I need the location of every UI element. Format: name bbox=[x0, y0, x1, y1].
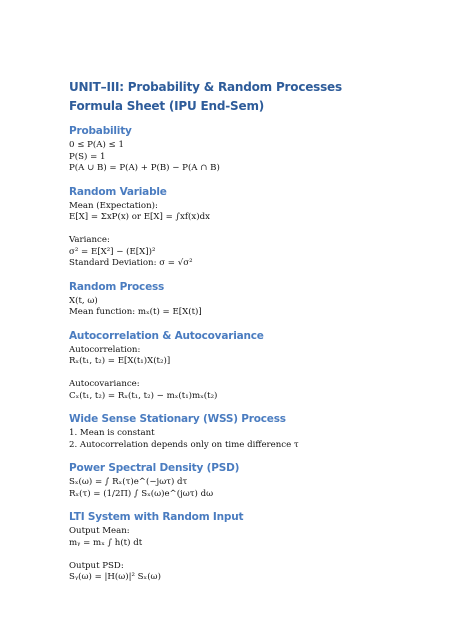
title-line-2: Formula Sheet (IPU End-Sem) bbox=[69, 99, 265, 113]
formula-line: P(A ∪ B) = P(A) + P(B) − P(A ∩ B) bbox=[69, 163, 220, 173]
blank-line bbox=[69, 224, 434, 236]
formula-line: E[X] = ΣxP(x) or E[X] = ∫xf(x)dx bbox=[69, 212, 210, 222]
formula-label: Autocorrelation: bbox=[69, 344, 141, 355]
formula-line: Standard Deviation: σ = √σ² bbox=[69, 258, 193, 268]
formula-line: Rₓ(t₁, t₂) = E[X(t₁)X(t₂)] bbox=[69, 356, 171, 366]
formula-line: σ² = E[X²] − (E[X])² bbox=[69, 246, 156, 257]
formula-label: Output PSD: bbox=[69, 560, 124, 571]
title-line-1: UNIT–III: Probability & Random Processes bbox=[69, 80, 342, 94]
formula-line: 0 ≤ P(A) ≤ 1 bbox=[69, 140, 124, 150]
formula-line: Cₓ(t₁, t₂) = Rₓ(t₁, t₂) − mₓ(t₁)mₓ(t₂) bbox=[69, 390, 218, 401]
formula-label: Mean (Expectation): bbox=[69, 200, 158, 211]
formula-label: Output Mean: bbox=[69, 526, 130, 536]
formula-line: Rₓ(τ) = (1/2Π) ∫ Sₓ(ω)e^(jωτ) dω bbox=[69, 488, 214, 499]
formula-line: P(S) = 1 bbox=[69, 151, 106, 162]
formula-line: Sₓ(ω) = ∫ Rₓ(τ)e^(−jωτ) dτ bbox=[69, 477, 188, 487]
section-heading-psd: Power Spectral Density (PSD) bbox=[69, 462, 240, 474]
section-heading-lti: LTI System with Random Input bbox=[69, 511, 244, 523]
formula-line: X(t, ω) bbox=[69, 295, 98, 306]
blank-line bbox=[69, 368, 434, 380]
formula-label: Variance: bbox=[69, 235, 110, 245]
formula-line: mᵧ = mₓ ∫ h(t) dt bbox=[69, 537, 143, 548]
formula-line: 2. Autocorrelation depends only on time difference τ bbox=[69, 439, 299, 450]
formula-line: Sᵧ(ω) = |H(ω)|² Sₓ(ω) bbox=[69, 572, 161, 582]
section-heading-probability: Probability bbox=[69, 125, 132, 137]
formula-label: Autocovariance: bbox=[69, 379, 140, 389]
section-heading-random-variable: Random Variable bbox=[69, 185, 167, 198]
section-heading-autocorrelation: Autocorrelation & Autocovariance bbox=[69, 329, 264, 342]
formula-line: Mean function: mₓ(t) = E[X(t)] bbox=[69, 307, 202, 317]
blank-line bbox=[69, 549, 434, 561]
section-heading-random-process: Random Process bbox=[69, 280, 165, 293]
formula-line: 1. Mean is constant bbox=[69, 428, 155, 438]
section-heading-wss: Wide Sense Stationary (WSS) Process bbox=[69, 413, 286, 425]
